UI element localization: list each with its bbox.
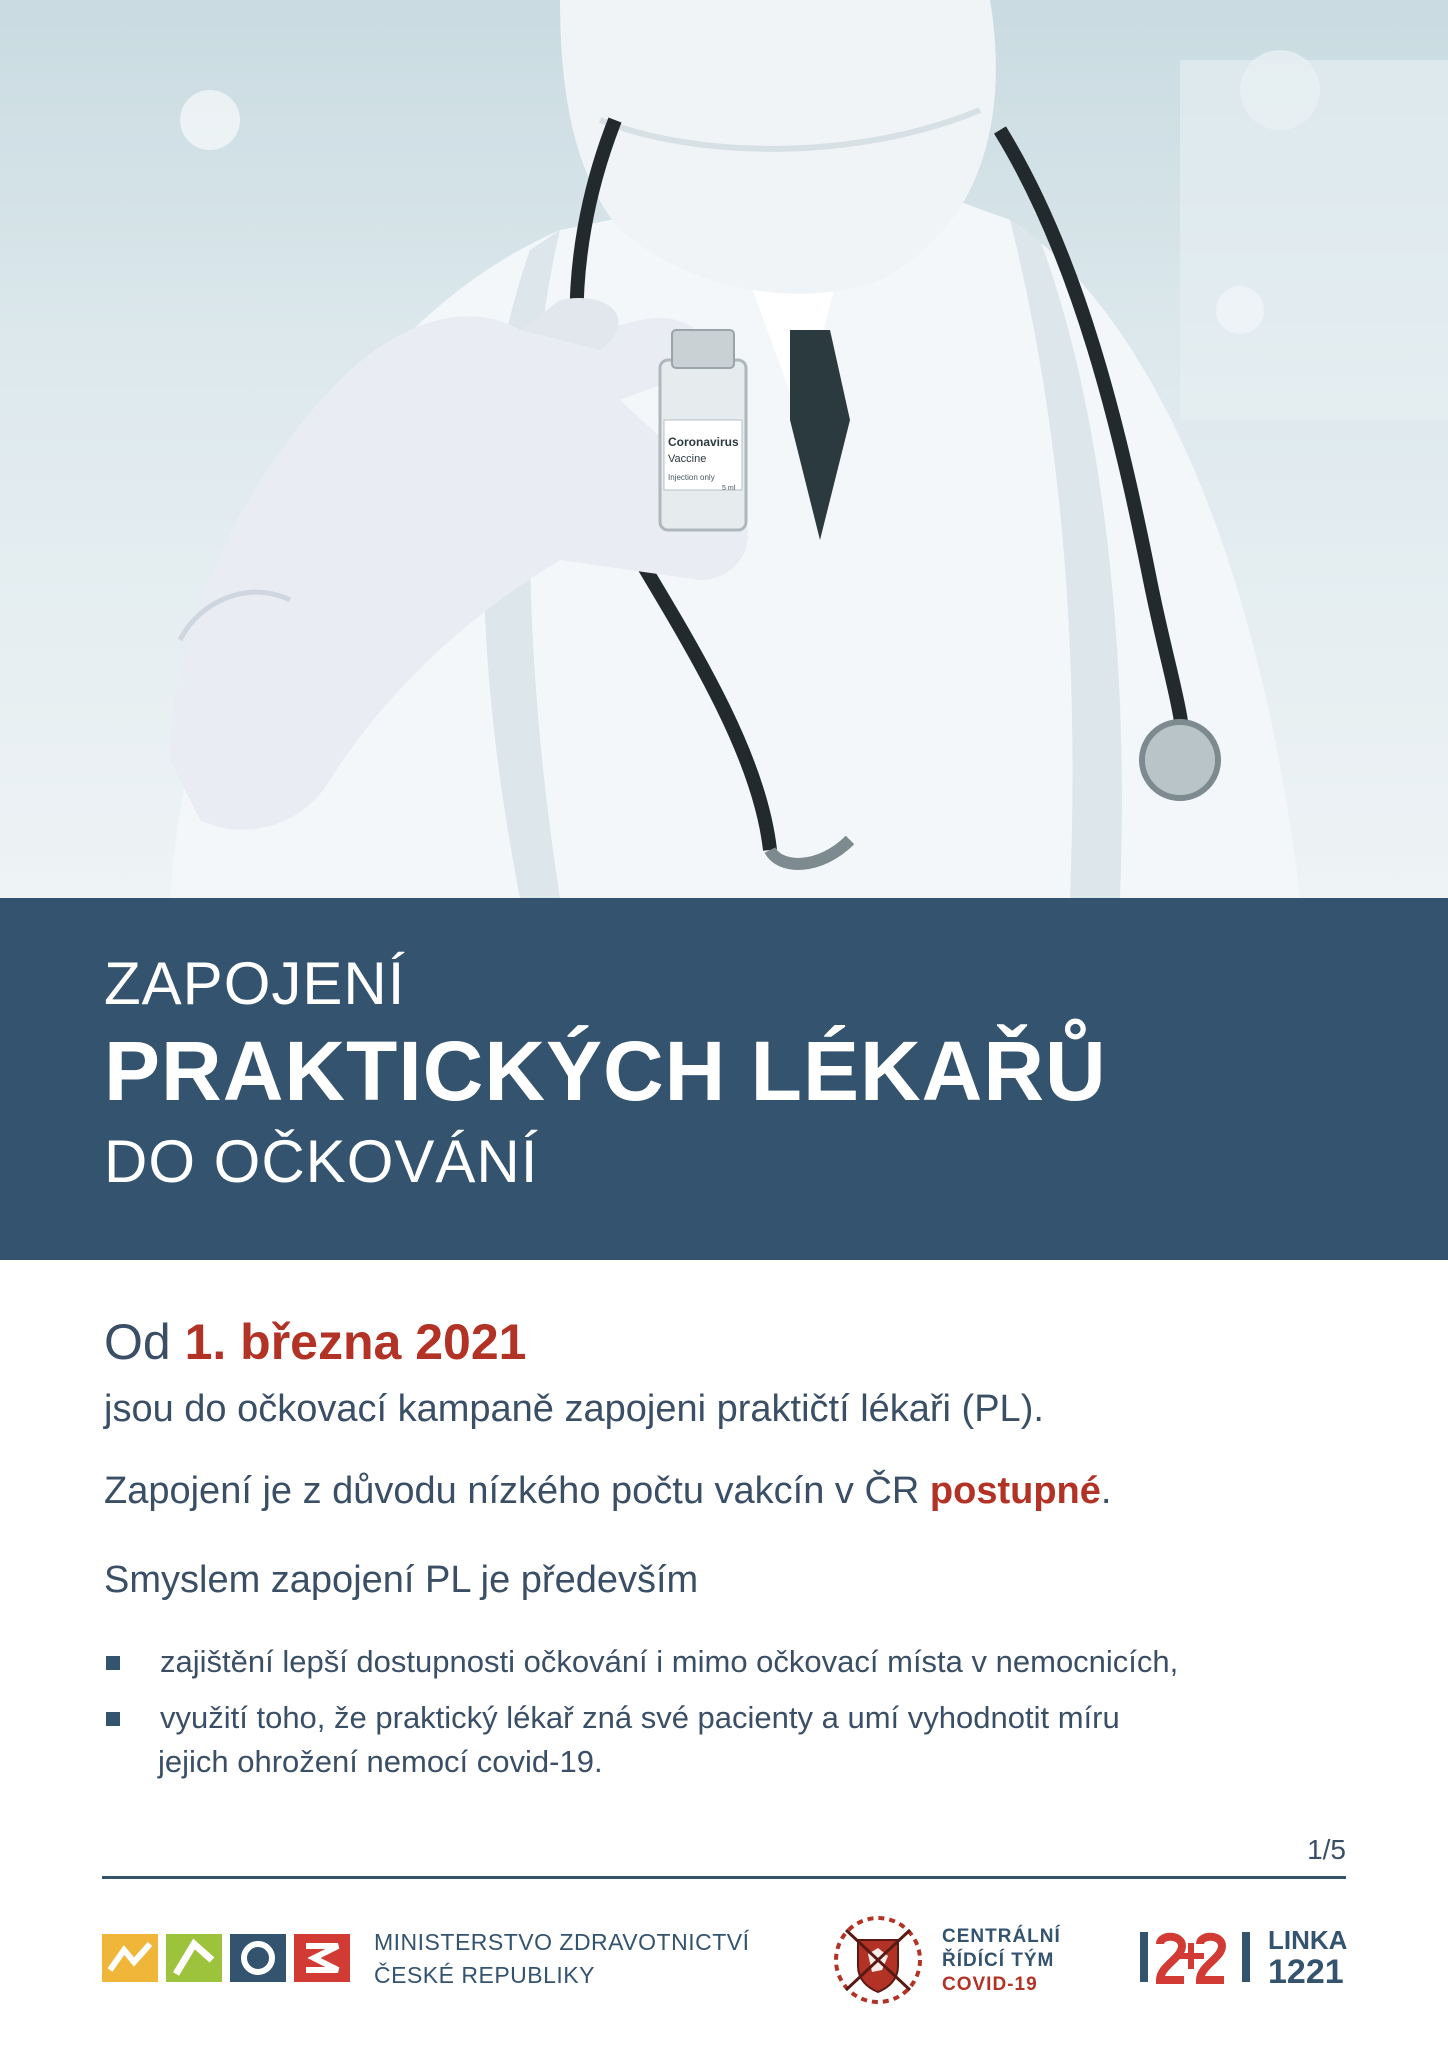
bullet-square-icon [106, 1656, 120, 1670]
vial-label-line1: Coronavirus [668, 435, 739, 449]
team-line1: CENTRÁLNÍ [942, 1926, 1061, 1947]
vial-label-line3: Injection only [668, 473, 715, 482]
doctor-with-vaccine-illustration [0, 0, 1448, 898]
ministry-line2: ČESKÉ REPUBLIKY [374, 1962, 595, 1988]
lead-line [104, 1312, 526, 1372]
paragraph-2-highlight: postupné [929, 1470, 1101, 1512]
title-line3: DO OČKOVÁNÍ [104, 1128, 539, 1195]
central-team-emblem-icon [828, 1910, 928, 2010]
hotline-text [1268, 1926, 1347, 1990]
paragraph-2-suffix: . [1100, 1470, 1112, 1512]
list-item-text: zajištění lepší dostupnosti očkování i mimo očkovací místa v nemocnicích, [160, 1644, 1179, 1679]
team-line3: COVID-19 [942, 1974, 1038, 1995]
hero-photo [0, 0, 1448, 898]
ministry-logo-icon [102, 1930, 352, 1986]
paragraph-3: Smyslem zapojení PL je především [104, 1559, 699, 1601]
ministry-line1: MINISTERSTVO ZDRAVOTNICTVÍ [374, 1929, 750, 1955]
hotline-label: LINKA [1268, 1925, 1348, 1955]
lead-prefix: Od [104, 1314, 185, 1370]
hotline-number: 1221 [1268, 1953, 1344, 1991]
vial-label-volume: 5 ml [722, 485, 736, 492]
central-team-name [942, 1925, 1061, 1997]
title-line2: PRAKTICKÝCH LÉKAŘŮ [104, 1024, 1107, 1118]
bullet-square-icon [106, 1712, 120, 1726]
page-number: 1/5 [1307, 1834, 1346, 1865]
title-line1: ZAPOJENÍ [104, 950, 406, 1017]
ministry-name [374, 1926, 749, 1992]
list-item-text: využití toho, že praktický lékař zná své pacienty a umí vyhodnotit míru [160, 1700, 1120, 1735]
paragraph-2 [104, 1467, 1111, 1515]
footer-divider [102, 1876, 1346, 1879]
vial-label-line2: Vaccine [668, 453, 707, 465]
paragraph-1: jsou do očkovací kampaně zapojeni praktičtí lékaři (PL). [104, 1388, 1044, 1430]
lead-date: 1. března 2021 [184, 1314, 527, 1370]
title-banner [0, 898, 1448, 1260]
list-item-continuation: jejich ohrožení nemocí covid-19. [158, 1744, 603, 1779]
team-line2: ŘÍDÍCÍ TÝM [942, 1950, 1055, 1971]
hotline-1221-logo-icon [1138, 1926, 1258, 1988]
paragraph-2-prefix: Zapojení je z důvodu nízkého počtu vakcín v ČR [104, 1470, 930, 1512]
